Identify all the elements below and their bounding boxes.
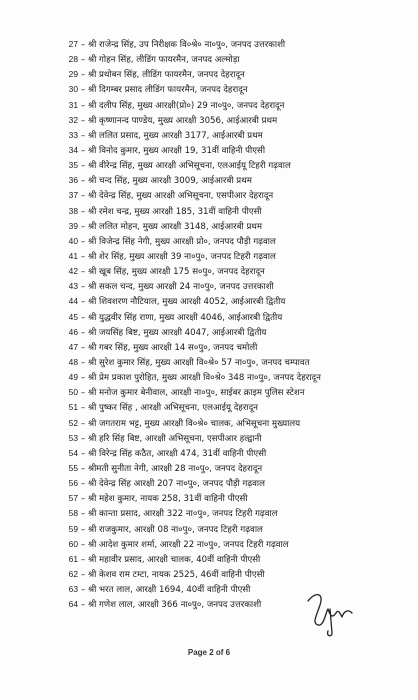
item-number: 52 [68,417,78,428]
item-number: 29 [68,69,78,80]
item-number: 43 [68,281,78,292]
item-separator: – [80,327,86,338]
item-separator: – [80,145,86,156]
item-text: श्री शेर सिंह, मुख्य आरक्षी 39 ना०पु०, जनपद टिहरी गढ़वाल [88,251,276,262]
item-text: श्री महेश कुमार, नायक 258, 31वीं वाहिनी पीएसी [88,494,248,505]
item-separator: – [80,357,86,368]
list-item [56,98,414,113]
item-text: श्री देवेन्द्र सिंह, मुख्य आरक्षी अभिसूचना, एसपीआर देहरादून [88,191,274,202]
item-text: श्री केशव राम टम्टा, नायक 2525, 46वीं वाहिनी पीएसी [88,569,265,580]
item-text: श्री युद्धवीर सिंह राणा, मुख्य आरक्षी 4046, आईआरबी द्वितीय [88,312,283,323]
item-text: श्री दिगम्बर प्रसाद लीडिंग फायरमैन, जनपद देहरादून [88,85,248,96]
item-separator: – [80,494,86,505]
item-separator: – [80,55,86,66]
item-number: 39 [68,220,78,231]
item-text: श्री देवेन्द्र सिंह आरक्षी 207 ना०पु०, जनपद पौड़ी गढ़वाल [88,479,265,490]
item-text: श्री विनोद कुमार, मुख्य आरक्षी 19, 31वीं वाहिनी पीएसी [88,145,266,156]
item-separator: – [80,433,86,444]
list-item [56,264,414,279]
item-text: श्री शिवशरण नौटियाल, मुख्य आरक्षी 4052, आईआरबी द्वितीय [88,297,286,308]
page-number: Page 2 of 6 [187,648,231,657]
list-item [56,522,414,537]
item-text: श्री ललित प्रसाद, मुख्य आरक्षी 3177, आईआरबी प्रथम [88,130,263,141]
item-number: 51 [68,402,78,413]
item-text: श्री हरि सिंह बिष्ट, आरक्षी अभिसूचना, एसपीआर हल्द्वानी [88,433,262,444]
item-number: 57 [68,493,78,504]
item-number: 63 [68,584,78,595]
item-text: श्री विरेन्द्र सिंह कठैत, आरक्षी 474, 31वीं वाहिनी पीएसी [88,448,267,459]
item-separator: – [80,312,86,323]
item-number: 49 [68,372,78,383]
item-separator: – [80,130,86,141]
item-text: श्री जयसिंह बिष्ट, मुख्य आरक्षी 4047, आईआरबी द्वितीय [88,327,267,338]
item-separator: – [80,191,86,202]
item-separator: – [80,176,86,187]
list-item [56,204,414,219]
list-item [56,113,414,128]
list-item [56,385,414,400]
list-item [56,552,414,567]
item-separator: – [80,342,86,353]
list-item [56,67,414,82]
item-separator: – [80,403,86,414]
item-number: 59 [68,523,78,534]
item-text: श्री आदेश कुमार शर्मा, आरक्षी 22 ना०पु०, जनपद टिहरी गढ़वाल [88,539,289,550]
item-number: 36 [68,175,78,186]
list-item [56,188,414,203]
item-number: 40 [68,235,78,246]
item-number: 38 [68,205,78,216]
item-text: श्री भरत लाल, आरक्षी 1694, 40वीं वाहिनी पीएसी [88,585,251,596]
item-number: 62 [68,568,78,579]
item-text: श्री गणेश लाल, आरक्षी 366 ना०पु०, जनपद उत्तरकाशी [88,600,262,611]
item-text: श्री प्रेम प्रकाश पुरोहित, मुख्य आरक्षी वि०श्रे० 348 ना०पु०, जनपद देहरादून [88,373,321,384]
item-number: 31 [68,99,78,110]
list-item [56,476,414,491]
list-item [56,506,414,521]
item-number: 56 [68,478,78,489]
item-number: 34 [68,144,78,155]
item-number: 27 [68,39,78,49]
list-item [56,249,414,264]
item-text: श्री महावीर प्रसाद, आरक्षी चालक, 40वीं वाहिनी पीएसी [88,554,261,565]
item-text: श्री गोहन सिंह, लीडिंग फायरमैन, जनपद अल्मोड़ा [88,55,240,66]
item-separator: – [80,100,86,111]
item-separator: – [80,115,86,126]
personnel-list [56,37,414,612]
item-separator: – [80,373,86,384]
list-item [56,158,414,173]
item-separator: – [80,297,86,308]
item-separator: – [80,267,86,278]
item-number: 42 [68,266,78,277]
list-item [56,416,414,431]
item-number: 53 [68,432,78,443]
item-number: 55 [68,462,78,473]
item-number: 58 [68,508,78,519]
list-item [56,310,414,325]
list-item [56,461,414,476]
item-text: श्री गबर सिंह, मुख्य आरक्षी 14 स०पु०, जनपद चमोली [88,342,258,353]
list-item [56,52,414,67]
item-separator: – [80,236,86,247]
list-item [56,219,414,234]
item-separator: – [80,206,86,217]
item-separator: – [80,600,86,611]
list-item [56,128,414,143]
item-number: 47 [68,341,78,352]
item-text: श्री दलीप सिंह, मुख्य आरक्षी(प्रो०) 29 ना०पु०, जनपद देहरादून [88,100,285,111]
item-number: 44 [68,296,78,307]
list-item [56,294,414,309]
signature [302,589,362,639]
list-item [56,82,414,97]
list-item [56,173,414,188]
item-text: श्रीमती सुनीता नेगी, आरक्षी 28 ना०पु०, जनपद देहरादून [88,463,263,474]
item-text: श्री पुष्कर सिंह , आरक्षी अभिसूचना, एलआईयू देहरादून [88,403,258,414]
item-text: श्री कृष्णानन्द पाण्डेय, मुख्य आरक्षी 3056, आईआरबी प्रथम [88,115,278,126]
item-separator: – [80,479,86,490]
item-number: 37 [68,190,78,201]
list-item [56,537,414,552]
item-text: श्री सकल चन्द, मुख्य आरक्षी 24 ना०पु०, जनपद उत्तरकाशी [88,282,274,293]
item-separator: – [80,448,86,459]
list-item [56,370,414,385]
item-separator: – [80,418,86,429]
item-separator: – [80,524,86,535]
list-item [56,279,414,294]
item-separator: – [80,585,86,596]
item-text: श्री राजेन्द्र सिंह, उप निरीक्षक वि०श्रे० ना०पु०, जनपद उत्तरकाशी [88,40,286,50]
item-text: श्री मनोज कुमार बेनीवाल, आरक्षी ना०पु०, साईबर क्राइम पुलिस स्टेशन [88,388,305,399]
list-item [56,37,414,52]
list-item [56,431,414,446]
item-separator: – [80,221,86,232]
item-separator: – [80,388,86,399]
item-separator: – [80,569,86,580]
item-separator: – [80,85,86,96]
item-separator: – [80,509,86,520]
item-separator: – [80,40,86,50]
list-item [56,400,414,415]
item-separator: – [80,539,86,550]
item-number: 33 [68,129,78,140]
list-item [56,355,414,370]
item-text: श्री खूब सिंह, मुख्य आरक्षी 175 स०पु०, जनपद देहरादून [88,267,265,278]
item-text: श्री जगतराम भट्ट, मुख्य आरक्षी वि०श्रे० चालक, अभिसूचना मुख्यालय [88,418,301,429]
item-separator: – [80,70,86,81]
item-number: 61 [68,553,78,564]
item-number: 45 [68,311,78,322]
item-number: 50 [68,387,78,398]
item-text: श्री ललित मोहन, मुख्य आरक्षी 3148, आईआरबी प्रथम [88,221,263,232]
list-item [56,234,414,249]
item-separator: – [80,554,86,565]
item-number: 41 [68,250,78,261]
item-text: श्री राजकुमार, आरक्षी 08 ना०पु०, जनपद टिहरी गढ़वाल [88,524,263,535]
item-text: श्री सुरेश कुमार सिंह, मुख्य आरक्षी वि०श्रे० 57 ना०पु०, जनपद चम्पावत [88,357,310,368]
item-text: श्री वीरेन्द्र सिंह, मुख्य आरक्षी अभिसूचना, एलआईयू टिहरी गढ़वाल [88,161,291,172]
list-item [56,567,414,582]
item-number: 28 [68,54,78,65]
list-item [56,340,414,355]
item-number: 48 [68,356,78,367]
item-number: 64 [68,599,78,610]
item-text: श्री चन्द सिंह, मुख्य आरक्षी 3009, आईआरबी प्रथम [88,176,252,187]
item-separator: – [80,282,86,293]
list-item [56,491,414,506]
item-text: श्री विजेन्द्र सिंह नेगी, मुख्य आरक्षी प्रो०, जनपद पौड़ी गढ़वाल [88,236,276,247]
item-number: 46 [68,326,78,337]
item-number: 35 [68,160,78,171]
item-text: श्री कान्ता प्रसाद, आरक्षी 322 ना०पु०, जनपद टिहरी गढ़वाल [88,509,278,520]
item-number: 32 [68,114,78,125]
list-item [56,446,414,461]
item-number: 54 [68,447,78,458]
item-text: श्री प्रथोबन सिंह, लीडिंग फायरमैन, जनपद देहरादून [88,70,245,81]
item-text: श्री रमेश चन्द्र, मुख्य आरक्षी 185, 31वीं वाहिनी पीएसी [88,206,262,217]
item-number: 60 [68,538,78,549]
item-separator: – [80,251,86,262]
item-separator: – [80,161,86,172]
list-item [56,325,414,340]
list-item [56,143,414,158]
item-number: 30 [68,84,78,95]
item-separator: – [80,463,86,474]
